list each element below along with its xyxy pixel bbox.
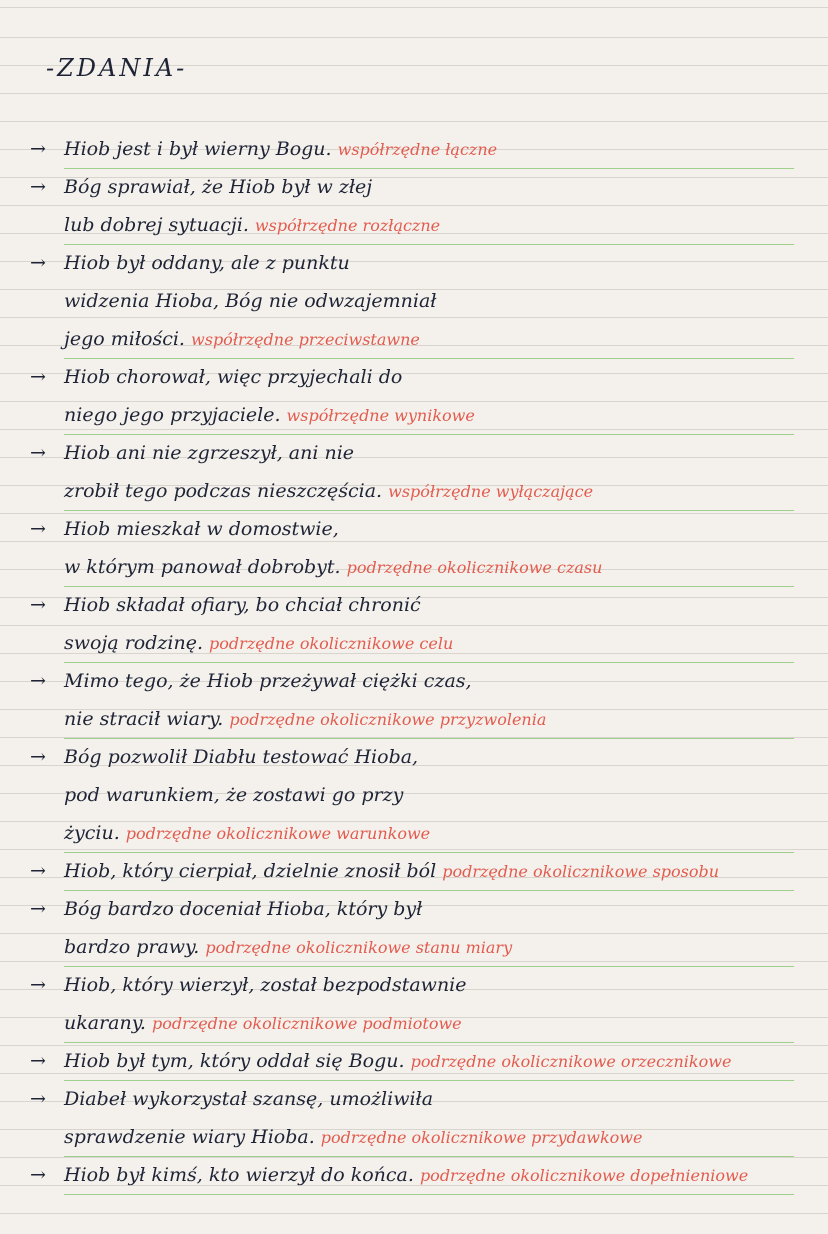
grammar-note: współrzędne przeciwstawne: [191, 330, 420, 349]
sentence-text: Diabeł wykorzystał szansę, umożliwiła: [64, 1088, 434, 1110]
green-underline: [64, 510, 794, 511]
sentence-text: bardzo prawy.: [64, 936, 206, 958]
note-line: [30, 1088, 433, 1110]
sentence-text: Hiob był kimś, kto wierzył do końca.: [64, 1164, 420, 1186]
grammar-note: podrzędne okolicznikowe przydawkowe: [320, 1128, 643, 1147]
sentence-text: lub dobrej sytuacji.: [64, 214, 255, 236]
arrow-icon: →: [30, 176, 46, 198]
note-line: [30, 822, 430, 844]
note-line: [30, 366, 402, 388]
sentence-text: pod warunkiem, że zostawi go przy: [64, 784, 404, 806]
arrow-icon: →: [30, 974, 46, 996]
grammar-note: podrzędne okolicznikowe warunkowe: [125, 824, 431, 843]
green-underline: [64, 852, 794, 853]
note-line: [30, 746, 418, 768]
grammar-note: podrzędne okolicznikowe dopełnieniowe: [419, 1166, 749, 1185]
sentence-text: jego miłości.: [64, 328, 192, 350]
sentence-text: widzenia Hioba, Bóg nie odwzajemniał: [64, 290, 437, 312]
note-line: [30, 708, 546, 730]
note-line: [30, 936, 512, 958]
note-line: [30, 328, 420, 350]
note-line: [30, 1012, 462, 1034]
arrow-icon: →: [30, 860, 46, 882]
arrow-icon: →: [30, 252, 46, 274]
note-line: [30, 138, 497, 160]
sentence-text: Bóg pozwolił Diabłu testować Hioba,: [64, 746, 419, 768]
note-line: [30, 1164, 748, 1186]
grammar-note: podrzędne okolicznikowe celu: [209, 634, 454, 653]
note-line: [30, 974, 467, 996]
note-line: [30, 404, 475, 426]
note-line: [30, 1126, 642, 1148]
green-underline: [64, 890, 794, 891]
sentence-text: Hiob ani nie zgrzeszył, ani nie: [64, 442, 355, 464]
grammar-note: współrzędne wyłączające: [388, 482, 594, 501]
grammar-note: podrzędne okolicznikowe stanu miary: [205, 938, 513, 957]
note-line: [30, 632, 453, 654]
sentence-text: Hiob, który cierpiał, dzielnie znosił ból: [64, 860, 443, 882]
sentence-text: Hiob jest i był wierny Bogu.: [64, 138, 338, 160]
note-line: [30, 480, 593, 502]
note-line: [30, 252, 350, 274]
green-underline: [64, 662, 794, 663]
note-line: [30, 176, 372, 198]
grammar-note: podrzędne okolicznikowe podmiotowe: [152, 1014, 462, 1033]
grammar-note: podrzędne okolicznikowe przyzwolenia: [229, 710, 547, 729]
green-underline: [64, 1156, 794, 1157]
sentence-text: zrobił tego podczas nieszczęścia.: [64, 480, 389, 502]
note-line: [30, 784, 403, 806]
note-line: [30, 670, 472, 692]
green-underline: [64, 1042, 794, 1043]
arrow-icon: →: [30, 1088, 46, 1110]
arrow-icon: →: [30, 366, 46, 388]
sentence-text: sprawdzenie wiary Hioba.: [64, 1126, 321, 1148]
grammar-note: podrzędne okolicznikowe sposobu: [442, 862, 720, 881]
green-underline: [64, 244, 794, 245]
sentence-text: niego jego przyjaciele.: [64, 404, 287, 426]
green-underline: [64, 1194, 794, 1195]
sentence-text: Bóg sprawiał, że Hiob był w złej: [64, 176, 373, 198]
note-line: [30, 290, 436, 312]
note-line: [30, 214, 440, 236]
sentence-text: swoją rodzinę.: [64, 632, 210, 654]
green-underline: [64, 586, 794, 587]
sentence-text: Hiob, który wierzył, został bezpodstawnie: [64, 974, 467, 996]
arrow-icon: →: [30, 670, 46, 692]
arrow-icon: →: [30, 898, 46, 920]
grammar-note: podrzędne okolicznikowe orzecznikowe: [410, 1052, 732, 1071]
green-underline: [64, 358, 794, 359]
grammar-note: podrzędne okolicznikowe czasu: [346, 558, 603, 577]
sentence-text: Hiob mieszkał w domostwie,: [64, 518, 339, 540]
sentence-text: ukarany.: [64, 1012, 153, 1034]
arrow-icon: →: [30, 1164, 46, 1186]
arrow-icon: →: [30, 594, 46, 616]
note-line: [30, 556, 602, 578]
page-title: -ZDANIA-: [46, 54, 188, 82]
note-line: [30, 594, 421, 616]
green-underline: [64, 738, 794, 739]
sentence-text: Bóg bardzo doceniał Hioba, który był: [64, 898, 423, 920]
note-line: [30, 898, 422, 920]
sentence-text: Mimo tego, że Hiob przeżywał ciężki czas,: [64, 670, 472, 692]
green-underline: [64, 168, 794, 169]
note-line: [30, 442, 354, 464]
arrow-icon: →: [30, 138, 46, 160]
arrow-icon: →: [30, 518, 46, 540]
grammar-note: współrzędne łączne: [337, 140, 498, 159]
arrow-icon: →: [30, 1050, 46, 1072]
sentence-text: w którym panował dobrobyt.: [64, 556, 347, 578]
note-line: [30, 860, 719, 882]
note-line: [30, 1050, 731, 1072]
green-underline: [64, 434, 794, 435]
sentence-text: Hiob był tym, który oddał się Bogu.: [64, 1050, 411, 1072]
sentence-text: nie stracił wiary.: [64, 708, 230, 730]
green-underline: [64, 1080, 794, 1081]
grammar-note: współrzędne rozłączne: [254, 216, 441, 235]
green-underline: [64, 966, 794, 967]
grammar-note: współrzędne wynikowe: [286, 406, 475, 425]
arrow-icon: →: [30, 442, 46, 464]
sentence-text: życiu.: [64, 822, 126, 844]
arrow-icon: →: [30, 746, 46, 768]
note-line: [30, 518, 339, 540]
sentence-text: Hiob chorował, więc przyjechali do: [64, 366, 403, 388]
sentence-text: Hiob był oddany, ale z punktu: [64, 252, 350, 274]
sentence-text: Hiob składał ofiary, bo chciał chronić: [64, 594, 421, 616]
